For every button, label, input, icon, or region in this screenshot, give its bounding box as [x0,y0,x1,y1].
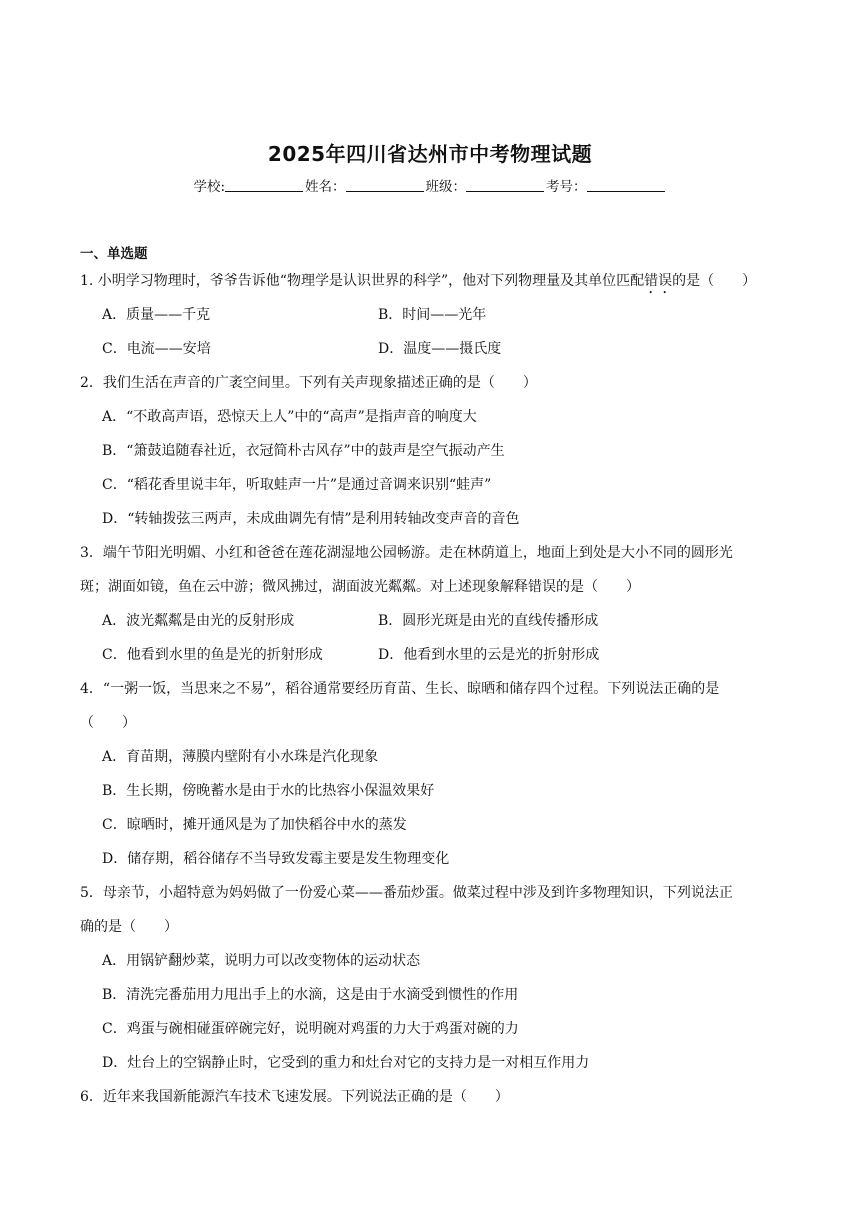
question-stem-line-2: （ ） [80,715,136,731]
option-d[interactable]: D．储存期，稻谷储存不当导致发霉主要是发生物理变化 [102,851,450,867]
name-label: 姓名： [305,179,346,195]
option-d[interactable]: D．“转轴拨弦三两声，未成曲调先有情”是利用转轴改变声音的音色 [102,511,520,527]
option-b[interactable]: B．圆形光斑是由光的直线传播形成 [378,613,599,629]
question-5 [80,876,785,944]
question-6: 6．近年来我国新能源汽车技术飞速发展。下列说法正确的是（ ） [80,1089,509,1105]
question-3 [80,536,785,604]
options-row [80,604,785,638]
options-row [80,298,785,332]
question-1 [80,264,785,298]
option-b[interactable]: B．时间——光年 [378,307,487,323]
section-heading: 一、单选题 [80,246,148,262]
question-stem-line-1: 3．端午节阳光明媚、小红和爸爸在莲花湖湿地公园畅游。走在林荫道上，地面上到处是大小不同的圆形光 [80,545,733,561]
options-row [80,638,785,672]
question-stem-line-1: 4．“一粥一饭，当思来之不易”，稻谷通常要经历育苗、生长、晾晒和储存四个过程。下列说法正确的是 [80,681,720,697]
option-d[interactable]: D．灶台上的空锅静止时，它受到的重力和灶台对它的支持力是一对相互作用力 [102,1055,590,1071]
school-blank[interactable] [225,179,303,192]
id-label: 考号： [546,179,587,195]
questions-list [80,264,785,1114]
student-info-line [0,175,860,195]
question-4 [80,672,785,740]
question-stem-line-2: 斑；湖面如镜，鱼在云中游；微风拂过，湖面波光粼粼。对上述现象解释错误的是（ ） [80,579,640,595]
options-row [80,332,785,366]
option-c[interactable]: C．“稻花香里说丰年，听取蛙声一片”是通过音调来识别“蛙声” [102,477,492,493]
option-a[interactable]: A．用锅铲翻炒菜，说明力可以改变物体的运动状态 [102,953,421,969]
question-stem-line-2: 确的是（ ） [80,919,178,935]
option-c[interactable]: C．鸡蛋与碗相碰蛋碎碗完好，说明碗对鸡蛋的力大于鸡蛋对碗的力 [102,1021,519,1037]
name-blank[interactable] [346,179,424,192]
class-blank[interactable] [466,179,544,192]
option-a[interactable]: A．“不敢高声语，恐惊天上人”中的“高声”是指声音的响度大 [102,409,477,425]
school-label: 学校: [193,179,226,195]
question-stem-line-1: 5．母亲节，小超特意为妈妈做了一份爱心菜——番茄炒蛋。做菜过程中涉及到许多物理知识，下列说法正 [80,885,733,901]
option-d[interactable]: D．温度——摄氏度 [378,341,502,357]
class-label: 班级： [425,179,467,195]
stem-emphasis: 错误 [644,273,673,289]
option-b[interactable]: B．生长期，傍晚蓄水是由于水的比热容小保温效果好 [102,783,435,799]
option-a[interactable]: A．育苗期，薄膜内壁附有小水珠是汽化现象 [102,749,379,765]
option-c[interactable]: C．他看到水里的鱼是光的折射形成 [102,647,323,663]
question-stem [80,264,785,298]
option-b[interactable]: B．清洗完番茄用力甩出手上的水滴，这是由于水滴受到惯性的作用 [102,987,519,1003]
option-b[interactable]: B．“箫鼓追随春社近，衣冠简朴古风存”中的鼓声是空气振动产生 [102,443,505,459]
question-2: 2．我们生活在声音的广袤空间里。下列有关声现象描述正确的是（ ） [80,375,537,391]
exam-title: 2025年四川省达州市中考物理试题 [267,142,593,166]
option-d[interactable]: D．他看到水里的云是光的折射形成 [378,647,600,663]
stem-text-end: 的是（ ） [672,273,757,289]
stem-text: 1. 小明学习物理时，爷爷告诉他“物理学是认识世界的科学”，他对下列物理量及其单位匹配 [80,273,645,289]
option-c[interactable]: C．晾晒时，摊开通风是为了加快稻谷中水的蒸发 [102,817,407,833]
option-c[interactable]: C．电流——安培 [102,341,211,357]
option-a[interactable]: A．质量——千克 [102,307,211,323]
option-a[interactable]: A．波光粼粼是由光的反射形成 [102,613,295,629]
id-blank[interactable] [587,179,665,192]
